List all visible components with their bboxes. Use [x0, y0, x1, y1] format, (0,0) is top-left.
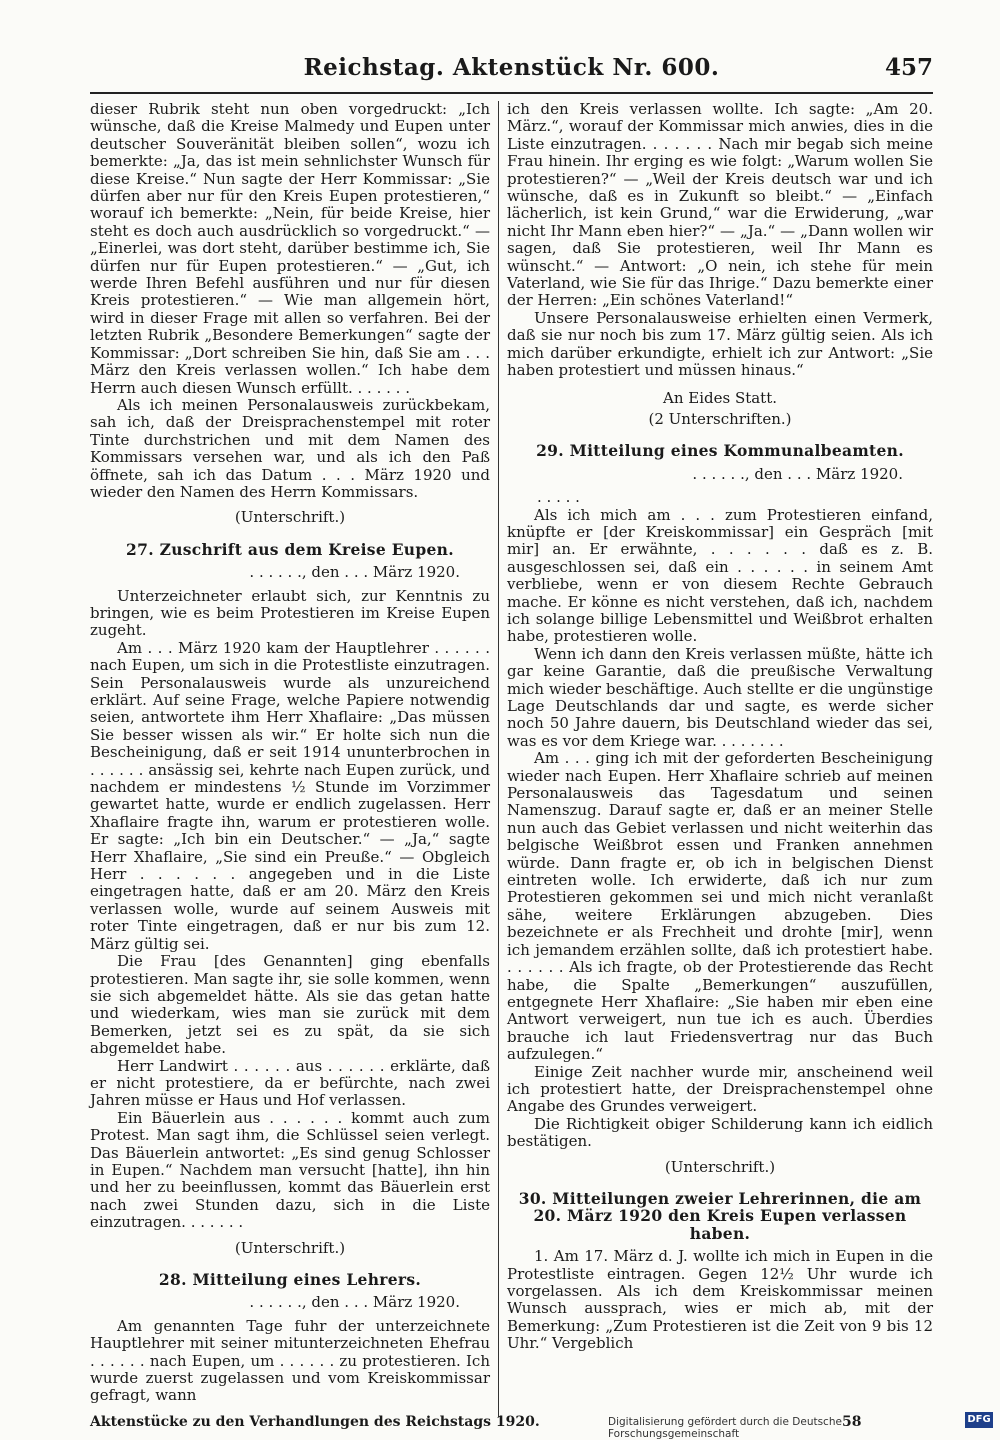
- ellipsis-line: . . . . .: [537, 488, 580, 507]
- signature-note: (Unterschrift.): [234, 508, 346, 527]
- signature-note: (2 Unterschriften.): [648, 409, 792, 428]
- signature-note: (Unterschrift.): [234, 1238, 346, 1257]
- section-heading-29: 29. Mitteilung eines Kommunalbeamten.: [536, 441, 904, 461]
- column-divider: [498, 101, 499, 1417]
- paragraph: Am . . . ging ich mit der geforderten Bescheinigung wieder nach Eupen. Herr Xhaflaire schrieb auf meinen Personalausweis das Tagesdatum und seinen Namenszug. Darauf sagte er, daß er an meiner Stelle nun auch das Gebiet verlassen und nicht weiterhin das belgische Weißbrot essen und Franken annehmen würde. Dann fragte er, ob ich in belgischen Dienst eintreten wolle. Ich erwiderte, daß ich nur zum Protestieren gekommen sei und mich nicht veranlaßt sähe, weitere Erklärungen abzugeben. Dies bezeichnete er als Frechheit und drohte [mir], wenn ich jemandem erzählen sollte, daß ich protestiert habe. . . . . . . Als ich fragte, ob der Protestierende das Recht habe, die Spalte „Bemerkungen“ auszufüllen, entgegnete Herr Xhaflaire: „Sie haben mir eben eine Antwort verweigert, nun tue ich es auch. Überdies brauche ich laut Friedensvertrag nur das Buch aufzulegen.“: [507, 749, 933, 1064]
- section-heading-30: 30. Mitteilungen zweier Lehrerinnen, die am 20. März 1920 den Kreis Eupen verlassen haben.: [518, 1188, 922, 1243]
- digitization-credit: Digitalisierung gefördert durch die Deutsche Forschungsgemeinschaft: [608, 1416, 842, 1440]
- paragraph: Als ich mich am . . . zum Protestieren einfand, knüpfte er [der Kreiskommissar] ein Gespräch [mit mir] an. Er erwähnte, . . . . . . daß es z. B. ausgeschlossen sei, daß ein . . . . . . in seinem Amt verbliebe, wenn er von diesem Rechte Gebrauch mache. Er könne es nicht verstehen, daß ich, nachdem ich solange billige Lebensmittel und Weißbrot erhalten habe, protestieren wolle.: [507, 505, 933, 646]
- section-heading-28: 28. Mitteilung eines Lehrers.: [158, 1270, 422, 1289]
- paragraph: Am genannten Tage fuhr der unterzeichnete Hauptlehrer mit seiner mitunterzeichneten Ehefrau . . . . . . nach Eupen, um . . . . . . zu protestieren. Ich wurde zuerst zugelassen und vom Kreiskommissar gefragt, wann: [90, 1316, 490, 1405]
- paragraph: 1. Am 17. März d. J. wollte ich mich in Eupen in die Protestliste eintragen. Gegen 12½ Uhr wurde ich vorgelassen. Als ich dem Kreiskommissar meinen Wunsch aussprach, wies er mich ab, mit der Bemerkung: „Zum Protestieren ist die Zeit von 9 bis 12 Uhr.“ Vergeblich: [507, 1247, 933, 1353]
- right-column: [507, 101, 933, 1353]
- paragraph: Am . . . März 1920 kam der Hauptlehrer . . . . . . nach Eupen, um sich in die Protestliste einzutragen. Sein Personalausweis wurde als unzureichend erklärt. Auf seine Frage, welche Papiere notwendig seien, antwortete ihm Herr Xhaflaire: „Das müssen Sie besser wissen als wir.“ Er holte sich nun die Bescheinigung, daß er seit 1914 ununterbrochen in . . . . . . ansässig sei, kehrte nach Eupen zurück, und nachdem er mindestens ½ Stunde im Vorzimmer gewartet hatte, wurde er endlich zugelassen. Herr Xhaflaire fragte ihn, warum er protestieren wolle. Er sagte: „Ich bin ein Deutscher.“ — „Ja,“ sagte Herr Xhaflaire, „Sie sind ein Preuße.“ — Obgleich Herr . . . . . . angegeben und in die Liste eingetragen hatte, daß er am 20. März den Kreis verlassen wolle, wurde auf seinem Ausweis mit roter Tinte eingetragen, daß er nur bis zum 12. März gültig sei.: [90, 638, 490, 953]
- paragraph: dieser Rubrik steht nun oben vorgedruckt: „Ich wünsche, daß die Kreise Malmedy und Eupen unter deutscher Souveränität bleiben sollen“, wozu ich bemerkte: „Ja, das ist mein sehnlichster Wunsch für diese Kreise.“ Nun sagte der Herr Kommissar: „Sie dürfen aber nur für den Kreis Eupen protestieren,“ worauf ich bemerkte: „Nein, für beide Kreise, hier steht es doch auch ausdrücklich so vorgedruckt.“ — „Einerlei, was dort steht, darüber bestimme ich, Sie dürfen nur für Eupen protestieren.“ — „Gut, ich werde Ihren Befehl ausführen und nur für diesen Kreis protestieren.“ — Wie man allgemein hört, wird in dieser Frage mit allen so verfahren. Bei der letzten Rubrik „Besondere Bemerkungen“ sagte der Kommissar: „Dort schreiben Sie hin, daß Sie am . . . März den Kreis verlassen wollen.“ Ich habe dem Herrn auch diesen Wunsch erfüllt. . . . . . .: [90, 100, 490, 397]
- paragraph: Herr Landwirt . . . . . . aus . . . . . . erklärte, daß er nicht protestiere, da er befürchte, nach zwei Jahren müsse er Haus und Hof verlassen.: [90, 1056, 490, 1110]
- header-title: Reichstag. Aktenstück Nr. 600.: [303, 54, 720, 81]
- paragraph: Wenn ich dann den Kreis verlassen müßte, hätte ich gar keine Garantie, daß die preußische Verwaltung mich wieder beschäftige. Auch stellte er die ungünstige Lage Deutschlands dar und sagte, es werde sicher noch 50 Jahre dauern, bis Deutschland wieder das sei, was es vor dem Kriege war. . . . . . . .: [507, 644, 933, 750]
- paragraph: Ein Bäuerlein aus . . . . . . kommt auch zum Protest. Man sagt ihm, die Schlüssel seien verlegt. Das Bäuerlein antwortet: „Es sind genug Schlosser in Eupen.“ Nachdem man versucht [hatte], ihn hin und her zu beeinflussen, kommt das Bäuerlein erst nach zwei Stunden dazu, sich in die Liste einzutragen. . . . . . .: [90, 1108, 490, 1232]
- paragraph: Die Richtigkeit obiger Schilderung kann ich eidlich bestätigen.: [507, 1114, 933, 1151]
- dateline: . . . . . ., den . . . März 1920.: [249, 1293, 460, 1312]
- paragraph: Als ich meinen Personalausweis zurückbekam, sah ich, daß der Dreisprachenstempel mit roter Tinte durchstrichen und mit dem Namen des Kommissars versehen war, und als ich den Paß öffnete, sah ich das Datum . . . März 1920 und wieder den Namen des Herrn Kommissars.: [90, 395, 490, 501]
- paragraph: ich den Kreis verlassen wollte. Ich sagte: „Am 20. März.“, worauf der Kommissar mich anwies, dies in die Liste einzutragen. . . . . . . Nach mir begab sich meine Frau hinein. Ihr erging es wie folgt: „Warum wollen Sie protestieren?“ — „Weil der Kreis deutsch war und ich wünsche, daß es in Zukunft so bleibt.“ — „Einfach lächerlich, ist kein Grund,“ war die Erwiderung, „war nicht Ihr Mann eben hier?“ — „Ja.“ — „Dann wollen wir sagen, daß Sie protestieren, weil Ihr Mann es wünscht.“ — Antwort: „O nein, ich stehe für mein Vaterland, wie Sie für das Ihrige.“ Dazu bemerkte einer der Herren: „Ein schönes Vaterland!“: [507, 100, 933, 310]
- paragraph: Die Frau [des Genannten] ging ebenfalls protestieren. Man sagte ihr, sie solle kommen, wenn sie sich abgemeldet hätte. Als sie das getan hatte und wiederkam, wies man sie zurück mit dem Bemerken, jetzt sei es zu spät, da sie sich abgemeldet habe.: [90, 952, 490, 1058]
- signature-note: (Unterschrift.): [664, 1157, 776, 1176]
- dfg-logo-icon: DFG: [965, 1412, 993, 1428]
- section-heading-27: 27. Zuschrift aus dem Kreise Eupen.: [126, 539, 454, 559]
- dateline: . . . . . ., den . . . März 1920.: [692, 464, 903, 483]
- footer-sheet-number: 58: [842, 1414, 862, 1430]
- paragraph: Unsere Personalausweise erhielten einen Vermerk, daß sie nur noch bis zum 17. März gültig seien. Als ich mich darüber erkundigte, erhielt ich zur Antwort: „Sie haben protestiert und müssen hinaus.“: [507, 308, 933, 380]
- dateline: . . . . . ., den . . . März 1920.: [249, 563, 460, 582]
- page-header: [90, 52, 933, 94]
- left-column: [90, 101, 490, 1405]
- page-number: 457: [884, 54, 933, 81]
- paragraph: Unterzeichneter erlaubt sich, zur Kenntnis zu bringen, wie es beim Protestieren im Kreise Eupen zugeht.: [90, 586, 490, 640]
- paragraph: Einige Zeit nachher wurde mir, anscheinend weil ich protestiert hatte, der Dreisprachenstempel ohne Angabe des Grundes verweigert.: [507, 1062, 933, 1116]
- footer-series-title: Aktenstücke zu den Verhandlungen des Reichstags 1920.: [90, 1414, 540, 1430]
- oath-line: An Eides Statt.: [662, 388, 778, 407]
